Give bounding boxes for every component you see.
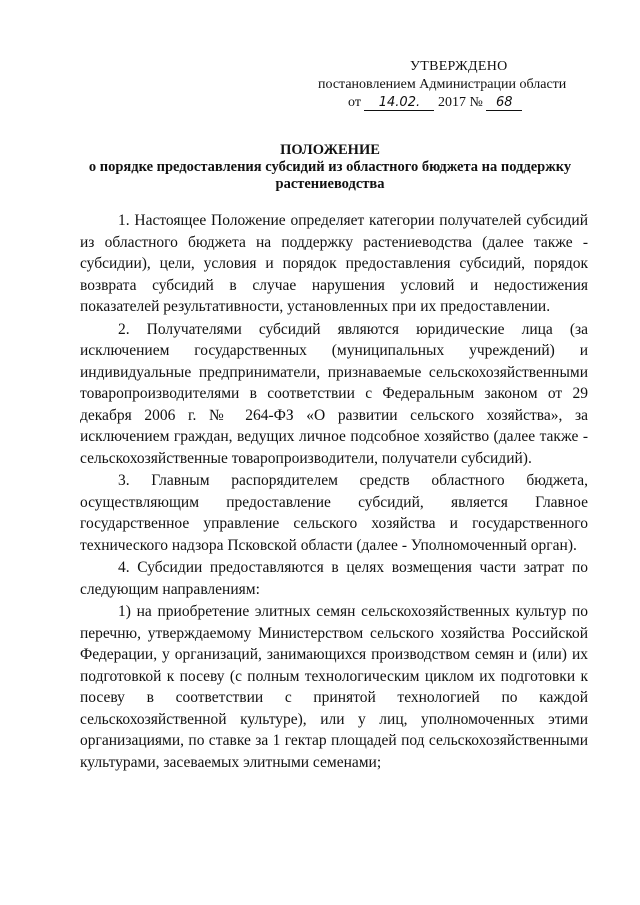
approval-title: УТВЕРЖДЕНО: [410, 59, 508, 74]
paragraph-4: 4. Субсидии предоставляются в целях возмещения части затрат по следующим направлениям:: [80, 559, 588, 598]
paragraph-3: 3. Главным распорядителем средств областного бюджета, осуществляющим предоставление субсидий, является Главное государственное управление сельского хозяйства и государственного технического надзора Псковской области (далее - Уполномоченный орган).: [80, 472, 588, 554]
paragraph-2: 2. Получателями субсидий являются юридические лица (за исключением государственных (муниципальных учреждений) и индивидуальные предприниматели, признаваемые сельскохозяйственными товаропроизводителями в соответствии с Федеральным законом от 29 декабря 2006 г. № 264-ФЗ «О развитии сельского хозяйства», за исключением граждан, ведущих личное подсобное хозяйство (далее также - сельскохозяйственные товаропроизводители, получатели субсидий).: [80, 320, 588, 467]
document-title: ПОЛОЖЕНИЕ: [280, 142, 380, 158]
approval-prefix: от: [348, 95, 361, 110]
approval-date-line: [318, 94, 618, 112]
handwritten-number: 68: [486, 96, 522, 111]
document-body: [80, 210, 588, 774]
approval-block: [318, 58, 618, 112]
approval-year: 2017 №: [437, 95, 483, 110]
approval-resolution-line: постановлением Администрации области: [318, 77, 567, 92]
handwritten-date: 14.02.: [364, 96, 434, 111]
document-subtitle: о порядке предоставления субсидий из областного бюджета на поддержку растениеводства: [88, 159, 572, 192]
document-heading: [70, 142, 590, 193]
paragraph-1: 1. Настоящее Положение определяет категории получателей субсидий из областного бюджета на поддержку растениеводства (далее также - субсидии), цели, условия и порядок предоставления субсидий, порядок возврата субсидий в случае нарушения условий и недостижения показателей результативности, установленных при их предоставлении.: [80, 212, 588, 315]
paragraph-4-1: 1) на приобретение элитных семян сельскохозяйственных культур по перечню, утверждаемому Министерством сельского хозяйства Российской Федерации, у организаций, занимающихся производством семян и (или) их подготовкой к посеву (с полным технологическим циклом их подготовки к посеву в соответствии с принятой технологией по каждой сельскохозяйственной культуре), или у лиц, уполномоченных этими организациями, по ставке за 1 гектар площадей под сельскохозяйственными культурами, засеваемых элитными семенами;: [80, 603, 588, 771]
